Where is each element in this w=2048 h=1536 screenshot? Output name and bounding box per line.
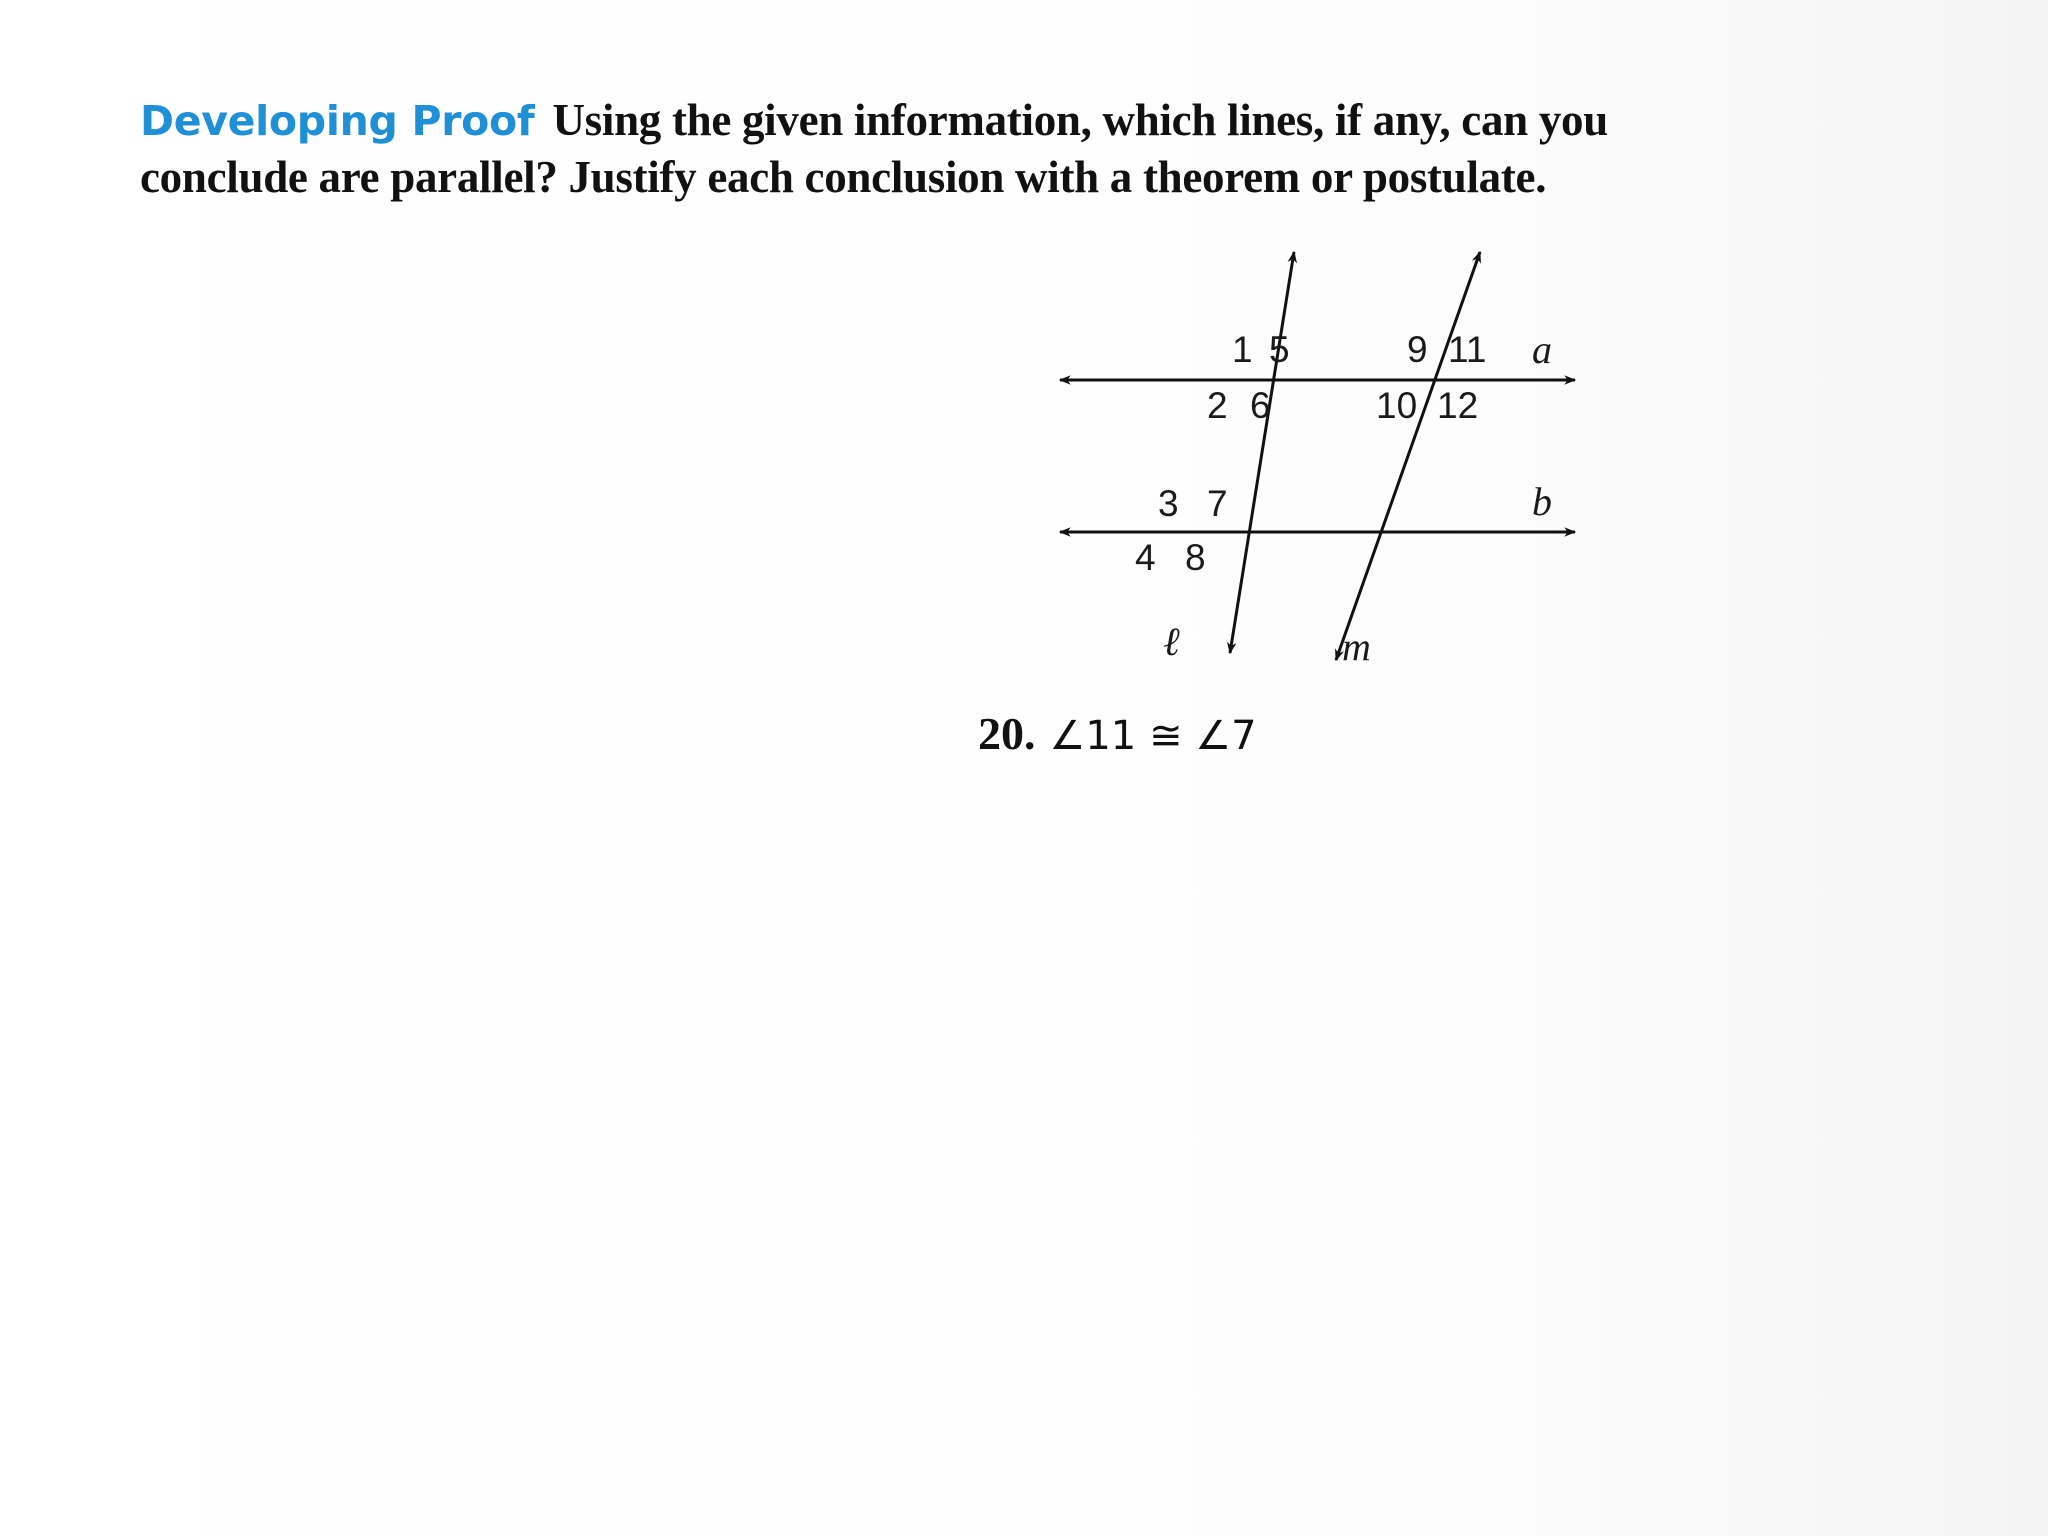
angle-label-7: 7 (1207, 483, 1228, 524)
exercise-number: 20. (978, 708, 1036, 759)
parallel-lines-figure (1040, 240, 1620, 680)
angle-label-6: 6 (1250, 385, 1271, 426)
line-label-m: m (1342, 624, 1371, 669)
angle-label-9: 9 (1407, 329, 1428, 370)
angle-label-4: 4 (1135, 537, 1156, 578)
problem-instructions (140, 92, 1680, 205)
angle-label-3: 3 (1158, 483, 1179, 524)
angle-label-11: 11 (1448, 329, 1487, 370)
transversal-diagram (1040, 240, 1620, 680)
angle-label-1: 1 (1232, 329, 1253, 370)
line-label-b: b (1532, 479, 1552, 524)
angle-label-8: 8 (1185, 537, 1206, 578)
line-label-l: ℓ (1163, 619, 1180, 664)
exercise-20 (978, 706, 1257, 764)
section-heading: Developing Proof (140, 97, 535, 145)
angle-label-2: 2 (1207, 385, 1228, 426)
angle-label-12: 12 (1437, 385, 1479, 426)
line-l (1230, 252, 1294, 653)
angle-label-10: 10 (1376, 385, 1418, 426)
instructions-text: Using the given information, which lines, if any, can you conclude are parallel? Justify each conclusion with a theorem or postulate. (140, 95, 1608, 202)
angle-label-5: 5 (1269, 329, 1290, 370)
line-m (1336, 252, 1480, 660)
exercise-statement: ∠11 ≅ ∠7 (1049, 713, 1257, 759)
line-label-a: a (1532, 327, 1552, 372)
